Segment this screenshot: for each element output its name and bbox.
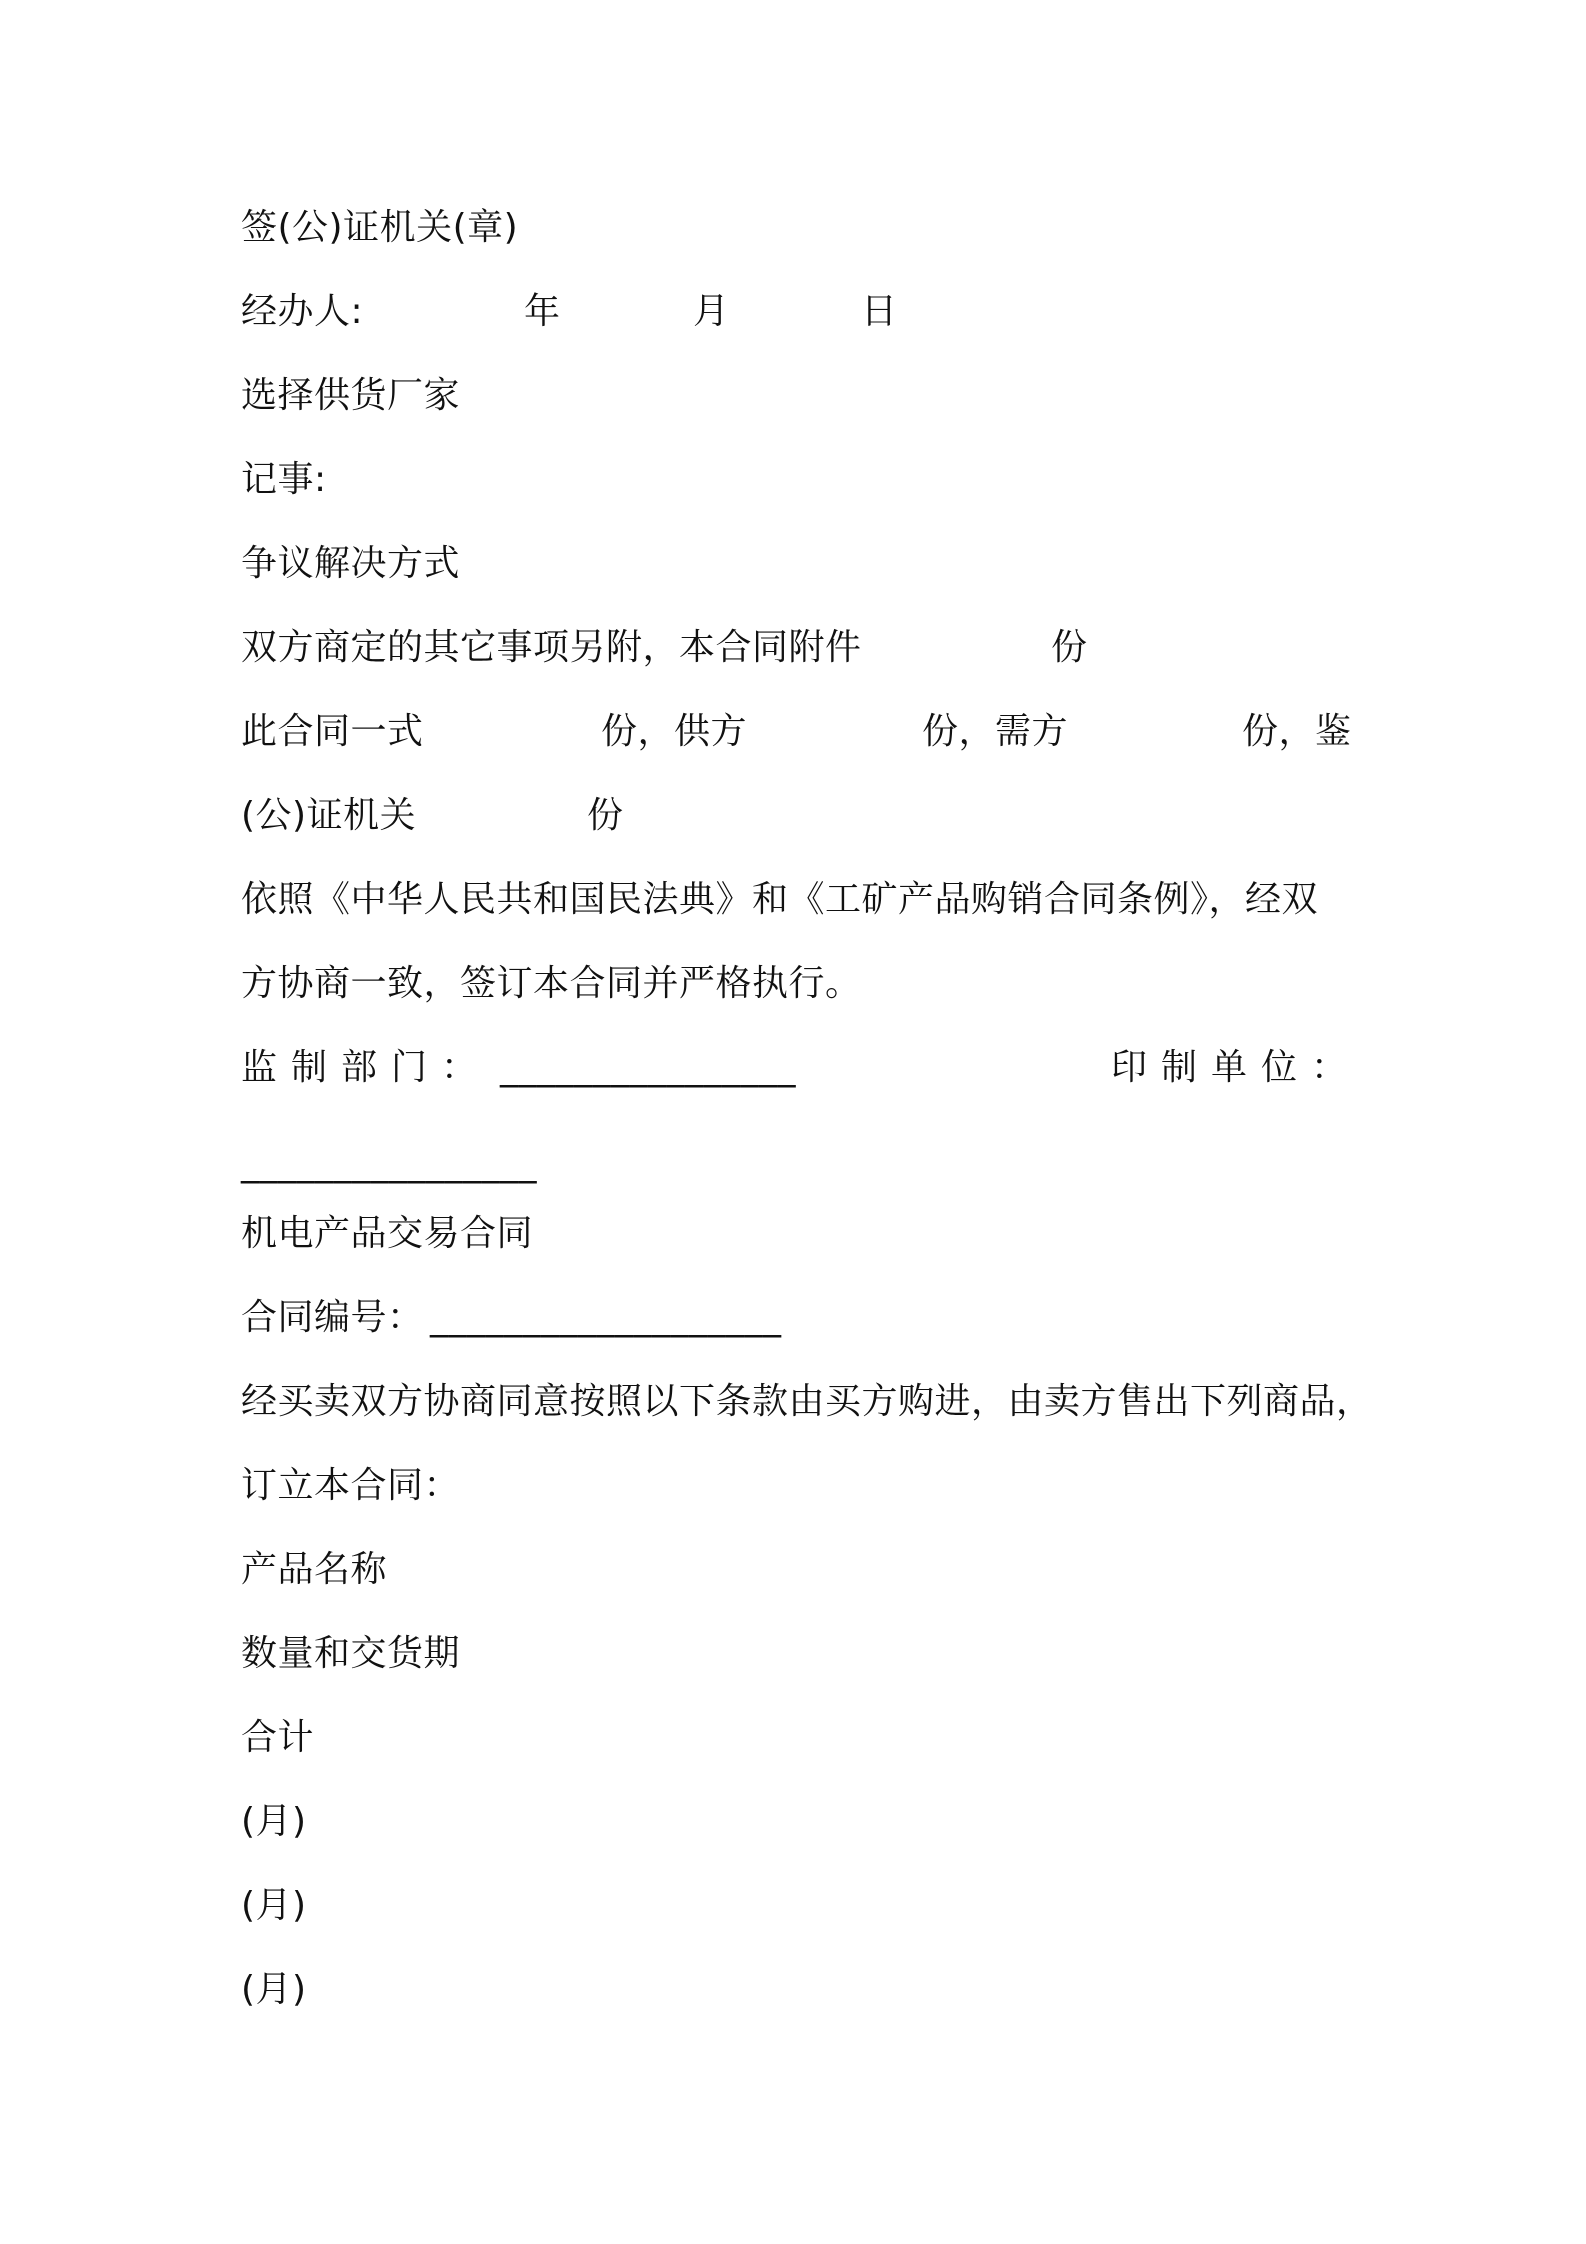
product-name-line [241,1546,387,1594]
printer-blank-line [241,1140,537,1188]
notary-copies-line [241,792,1441,840]
total-line [241,1714,314,1762]
contract-number-label: 合同编号： [241,1297,424,1338]
notary-seal-line [241,204,518,252]
basis-text-2: 方协商一致，签订本合同并严格执行。 [241,963,862,1004]
month-line-3 [241,1966,307,2014]
other-matters-line [241,624,1441,672]
copies-line [241,708,1441,756]
notes-line [241,456,327,504]
contract-title: 机电产品交易合同 [241,1213,534,1254]
copies-supplier: 份，供方 [601,711,748,752]
total-label: 合计 [241,1717,315,1758]
quantity-delivery-label: 数量和交货期 [241,1633,461,1674]
handler-line [241,288,1441,336]
notary-seal-text: 签(公)证机关(章) [241,207,519,248]
notes-label: 记事: [241,459,327,500]
product-name-label: 产品名称 [241,1549,388,1590]
contract-title-line [241,1210,533,1258]
intro-line-1 [241,1378,1373,1426]
other-matters-unit: 份 [1051,627,1088,668]
other-matters-text: 双方商定的其它事项另附，本合同附件 [241,627,862,668]
select-supplier-text: 选择供货厂家 [241,375,461,416]
notary-copies-label: (公)证机关 [241,795,417,836]
contract-number-blank: ___________________ [430,1297,782,1338]
intro-text-1: 经买卖双方协商同意按照以下条款由买方购进，由卖方售出下列商品， [241,1381,1373,1422]
basis-line-2 [241,960,862,1008]
handler-label: 经办人: [241,291,364,332]
dispute-text: 争议解决方式 [241,543,461,584]
supervisor-label: 监制部门： [241,1047,492,1088]
intro-text-2: 订立本合同： [241,1465,461,1506]
copies-prefix: 此合同一式 [241,711,424,752]
month-line-2 [241,1882,307,1930]
month-label-3: (月) [241,1969,307,2010]
month-line-1 [241,1798,307,1846]
printer-label: 印制单位： [1111,1047,1362,1088]
basis-line-1 [241,876,1318,924]
intro-line-2 [241,1462,460,1510]
month-label-1: (月) [241,1801,307,1842]
supervisor-blank: ________________ [500,1047,796,1088]
basis-text-1: 依照《中华人民共和国民法典》和《工矿产品购销合同条例》，经双 [241,879,1319,920]
supervisor-line [241,1044,1441,1092]
month-label-2: (月) [241,1885,307,1926]
year-label: 年 [524,291,561,332]
contract-number-line [241,1294,1441,1342]
day-label: 日 [861,291,898,332]
quantity-delivery-line [241,1630,460,1678]
month-label: 月 [693,291,730,332]
copies-appraise: 份，鉴 [1242,711,1352,752]
select-supplier-line [241,372,460,420]
printer-blank: ________________ [241,1143,537,1184]
dispute-line [241,540,460,588]
notary-copies-unit: 份 [587,795,624,836]
copies-buyer: 份，需方 [922,711,1069,752]
